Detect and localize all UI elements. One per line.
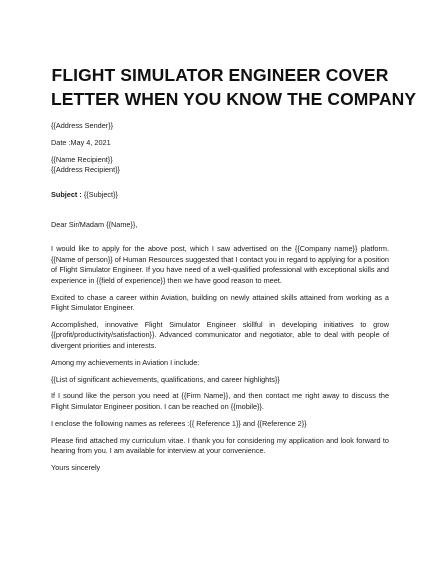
document-title — [51, 0, 417, 111]
paragraph-intro: I would like to apply for the above post, which I saw advertised on the {{Company name}} platform. {{Name of person}} of Human Resources suggested that I contact you in regard to applying for a position of Flight Simulator Engineer. If you have need of a well-qualified professional with exceptional skills and experience in {{field of experience}} then we have good reason to meet. — [51, 244, 389, 285]
address-recipient: {{Address Recipient}} — [51, 165, 120, 175]
paragraph-skills: Accomplished, innovative Flight Simulator Engineer skillful in developing initiatives to grow {{profit/productivity/satisfaction}}. Advanced communicator and negotiator, able to deal with people of divergent priorities and interests. — [51, 319, 389, 350]
paragraph-achievements-list: {{List of significant achievements, qualifications, and career highlights}} — [51, 374, 280, 384]
address-sender: {{Address Sender}} — [51, 121, 114, 130]
salutation: Dear Sir/Madam {{Name}}, — [51, 220, 138, 230]
subject-label: Subject : — [51, 189, 82, 199]
paragraph-referees: I enclose the following names as referees :{{ Reference 1}} and {{Reference 2}} — [51, 418, 307, 428]
paragraph-career: Excited to chase a career within Aviation, building on newly attained skills attained from working as a Flight Simulator Engineer. — [51, 292, 389, 312]
closing-salutation: Yours sincerely — [51, 462, 101, 472]
date-line: Date :May 4, 2021 — [51, 137, 111, 147]
paragraph-achievements-intro: Among my achievements in Aviation I include: — [51, 357, 200, 367]
name-recipient: {{Name Recipient}} — [51, 154, 113, 164]
subject-value: {{Subject}} — [81, 189, 118, 199]
paragraph-contact: If I sound like the person you need at {{Firm Name}}, and then contact me right away to discuss the Flight Simulator Engineer position. I can be reached on {{mobile}}. — [51, 391, 389, 411]
paragraph-closing: Please find attached my curriculum vitae. I thank you for considering my application and look forward to hearing from you. I am available for interview at your convenience. — [51, 435, 389, 456]
letter-body — [51, 121, 389, 473]
subject-line — [51, 190, 389, 200]
title-line-1: FLIGHT SIMULATOR ENGINEER COVER — [51, 65, 389, 85]
title-line-2: LETTER WHEN YOU KNOW THE COMPANY — [51, 89, 417, 109]
